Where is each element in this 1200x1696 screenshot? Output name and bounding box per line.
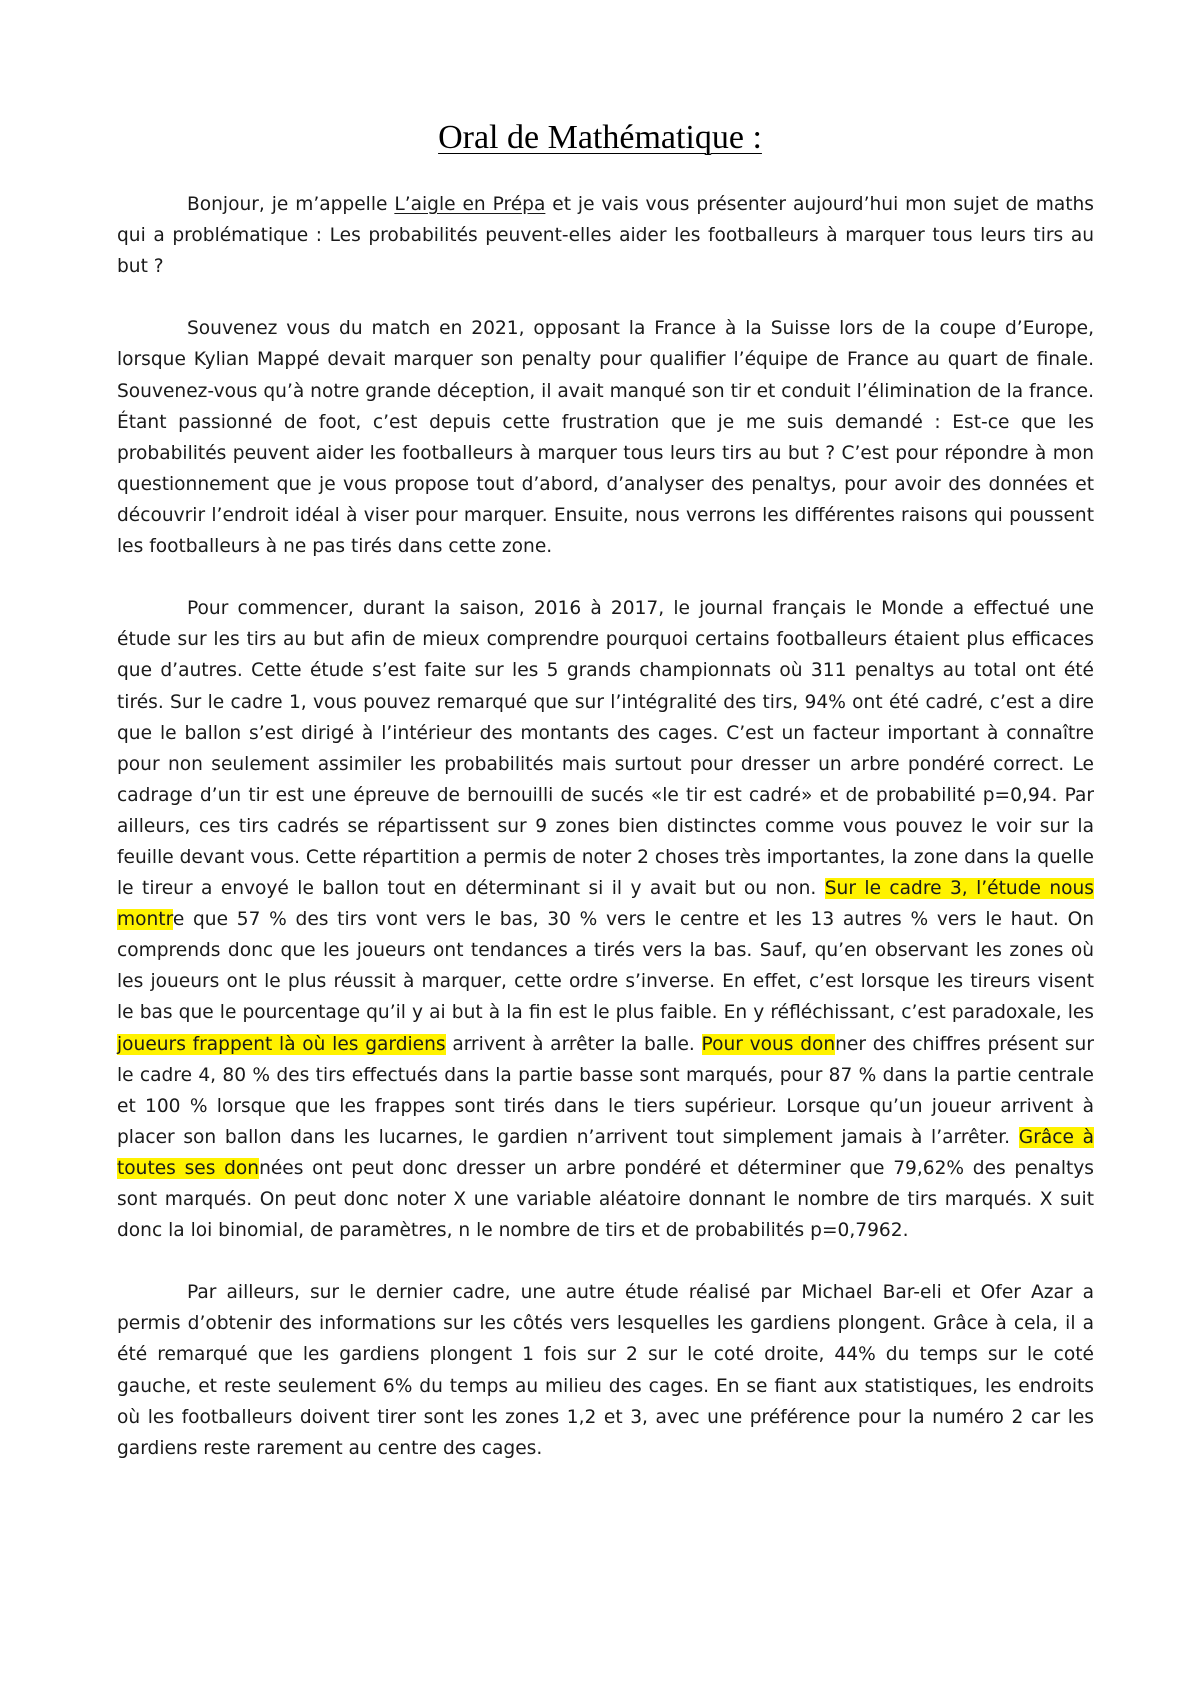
- document-title-text: Oral de Mathématique :: [438, 119, 762, 156]
- goalkeepers-text: Par ailleurs, sur le dernier cadre, une autre étude réalisé par Michael Bar-eli et Ofer Azar a permis d’obtenir des informations sur les côtés vers lesquelles les gardiens plongent. Grâce à cela, il a été remarqué que les gardiens plongent 1 fois sur 2 sur le coté droite, 44% du temps sur le coté gauche, et reste seulement 6% du temps au milieu des cages. En se fiant aux statistiques, les endroits où les footballeurs doivent tirer sont les zones 1,2 et 3, avec une préférence pour la numéro 2 car les gardiens reste rarement au centre des cages.: [117, 1282, 1094, 1459]
- study-text-3: arrivent à arrêter la balle.: [445, 1033, 702, 1055]
- study-text-4: ner des chiffres présent sur le cadre 4, 80 % des tirs effectués dans la partie basse sont marqués, pour 87 % dans la partie centrale et 100 % lorsque que les frappes sont tirés dans le tiers supérieur. Lorsque qu’un joueur arrivent à placer son ballon dans les lucarnes, le gardien n’arrivent tout simplement jamais à l’arrêter.: [117, 1033, 1094, 1148]
- intro-text-2: et je vais vous présenter aujourd’hui mon sujet de maths qui a problématique : Les probabilités peuvent-elles aider les footballeurs à marquer tous leurs tirs au but ?: [117, 194, 1094, 278]
- paragraph-study: [117, 593, 1094, 1246]
- context-text: Souvenez vous du match en 2021, opposant la France à la Suisse lors de la coupe d’Europe, lorsque Kylian Mappé devait marquer son penalty pour qualifier l’équipe de France au quart de finale. Souvenez-vous qu’à notre grande déception, il avait manqué son tir et conduit l’élimination de la france. Étant passionné de foot, c’est depuis cette frustration que je me suis demandé : Est-ce que les probabilités peuvent aider les footballeurs à marquer tous leurs tirs au but ? C’est pour répondre à mon questionnement que je vous propose tout d’abord, d’analyser des penaltys, pour avoir des données et découvrir l’endroit idéal à viser pour marquer. Ensuite, nous verrons les différentes raisons qui poussent les footballeurs à ne pas tirés dans cette zone.: [117, 318, 1094, 558]
- study-text-2: e que 57 % des tirs vont vers le bas, 30 % vers le centre et les 13 autres % vers le haut. On comprends donc que les joueurs ont tendances a tirés vers la bas. Sauf, qu’en observant les zones où les joueurs ont le plus réussit à marquer, cette ordre s’inverse. En effet, c’est lorsque les tireurs visent le bas que le pourcentage qu’il y ai but à la fin est le plus faible. En y réfléchissant, c’est paradoxale, les: [117, 909, 1094, 1024]
- document-body: [117, 189, 1094, 1464]
- paragraph-goalkeepers: [117, 1277, 1094, 1464]
- paragraph-context: [117, 313, 1094, 562]
- study-text-5: nées ont peut donc dresser un arbre pondéré et déterminer que 79,62% des penaltys sont marqués. On peut donc noter X une variable aléatoire donnant le nombre de tirs marqués. X suit donc la loi binomial, de paramètres, n le nombre de tirs et de probabilités p=0,7962.: [117, 1157, 1094, 1242]
- study-text-1: Pour commencer, durant la saison, 2016 à 2017, le journal français le Monde a effectué une étude sur les tirs au but afin de mieux comprendre pourquoi certains footballeurs étaient plus efficaces que d’autres. Cette étude s’est faite sur les 5 grands championnats où 311 penaltys au total ont été tirés. Sur le cadre 1, vous pouvez remarqué que sur l’intégralité des tirs, 94% ont été cadré, c’est a dire que le ballon s’est dirigé à l’intérieur des montants des cages. C’est un facteur important à connaître pour non seulement assimiler les probabilités mais surtout pour dresser un arbre pondéré correct. Le cadrage d’un tir est une épreuve de bernouilli de sucés «le tir est cadré» et de probabilité p=0,94. Par ailleurs, ces tirs cadrés se répartissent sur 9 zones bien distinctes comme vous pouvez le voir sur la feuille devant vous. Cette répartition a permis de noter 2 choses très importantes, la zone dans la quelle le tireur a envoyé le ballon tout en déterminant si il y avait but ou non.: [117, 598, 1094, 900]
- highlight-1: Sur le cadre 3, l’étude nous montr: [117, 878, 1094, 931]
- intro-text-1: Bonjour, je m’appelle: [187, 194, 395, 215]
- highlight-2: joueurs frappent là où les gardiens: [117, 1033, 446, 1055]
- highlight-3: Pour vous don: [701, 1033, 836, 1055]
- paragraph-intro: [117, 189, 1094, 282]
- author-name: L’aigle en Prépa: [394, 194, 546, 215]
- highlight-4: Grâce à toutes ses don: [117, 1126, 1094, 1179]
- document-title: [0, 118, 1200, 158]
